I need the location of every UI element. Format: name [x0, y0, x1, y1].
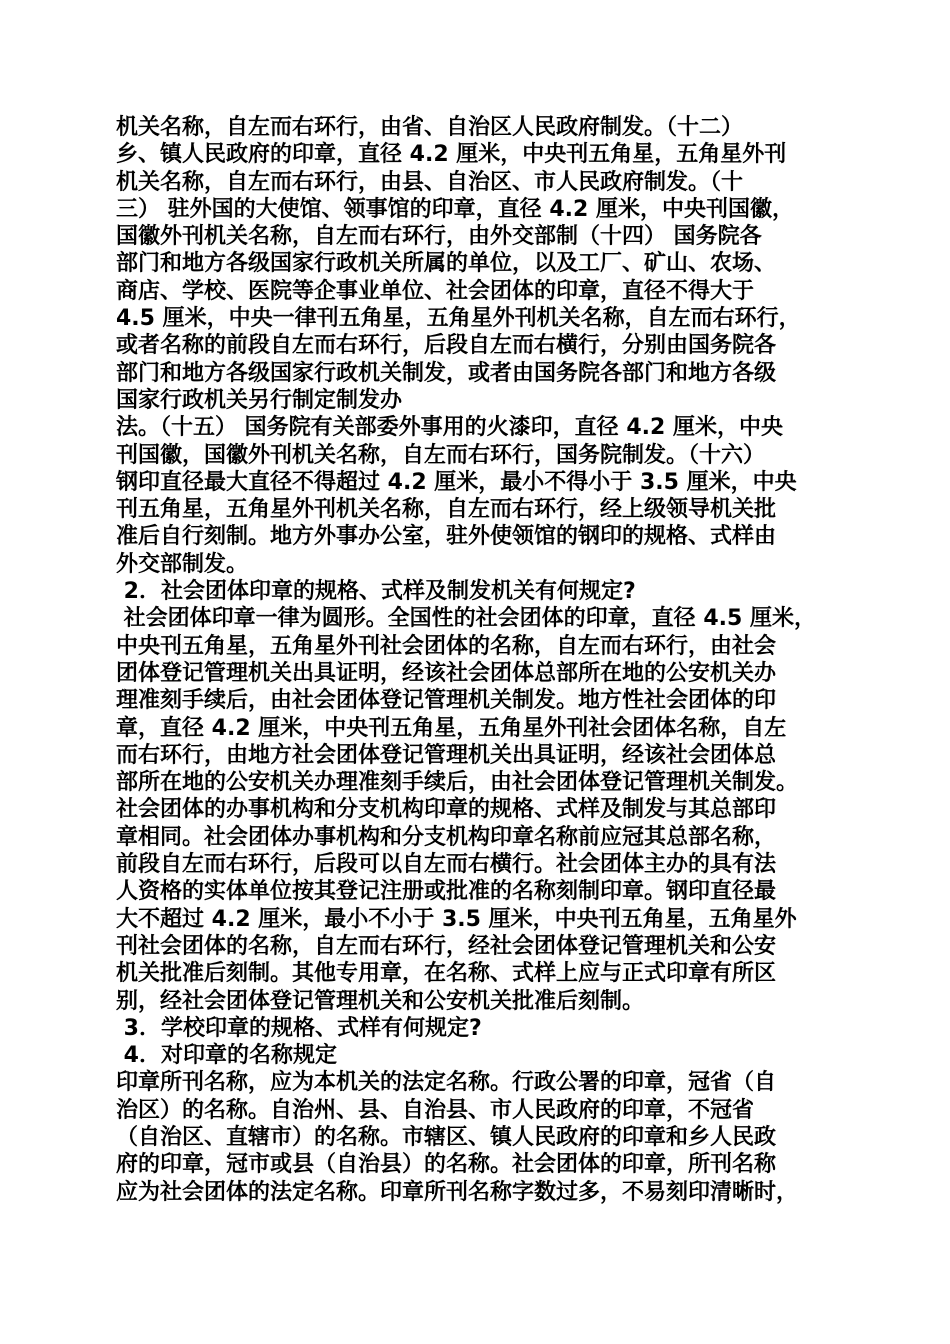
- text-line: （自治区、直辖市）的名称。市辖区、镇人民政府的印章和乡人民政: [116, 1124, 777, 1150]
- text-line: 理准刻手续后，由社会团体登记管理机关制发。地方性社会团体的印: [116, 688, 777, 714]
- text-line: 机关批准后刻制。其他专用章，在名称、式样上应与正式印章有所区: [116, 961, 777, 987]
- text-line: 社会团体的办事机构和分支机构印章的规格、式样及制发与其总部印: [116, 797, 777, 823]
- text-line: 部所在地的公安机关办理准刻手续后，由社会团体登记管理机关制发。: [116, 770, 799, 796]
- text-line: 国徽外刊机关名称，自左而右环行，由外交部制（十四） 国务院各: [116, 224, 762, 250]
- text-line: 刊社会团体的名称，自左而右环行，经社会团体登记管理机关和公安: [116, 933, 777, 959]
- text-line: 社会团体印章一律为圆形。全国性的社会团体的印章，直径 4.5 厘米，: [116, 606, 816, 632]
- text-line: 机关名称，自左而右环行，由县、自治区、市人民政府制发。（十: [116, 169, 744, 195]
- text-line: 印章所刊名称，应为本机关的法定名称。行政公署的印章，冠省（自: [116, 1070, 777, 1096]
- text-line: 应为社会团体的法定名称。印章所刊名称字数过多，不易刻印清晰时，: [116, 1179, 799, 1205]
- section-heading: 4．对印章的名称规定: [116, 1043, 337, 1069]
- text-line: 治区）的名称。自治州、县、自治县、市人民政府的印章，不冠省: [116, 1097, 755, 1123]
- text-line: 钢印直径最大直径不得超过 4.2 厘米，最小不得小于 3.5 厘米，中央: [116, 469, 797, 495]
- text-line: 部门和地方各级国家行政机关制发，或者由国务院各部门和地方各级: [116, 360, 777, 386]
- text-line: 国家行政机关另行制定制发办: [116, 387, 403, 413]
- text-line: 前段自左而右环行，后段可以自左而右横行。社会团体主办的具有法: [116, 852, 777, 878]
- text-line: 或者名称的前段自左而右环行，后段自左而右横行，分别由国务院各: [116, 333, 777, 359]
- text-line: 中央刊五角星，五角星外刊社会团体的名称，自左而右环行，由社会: [116, 633, 777, 659]
- text-line: 别，经社会团体登记管理机关和公安机关批准后刻制。: [116, 988, 645, 1014]
- text-line: 大不超过 4.2 厘米，最小不小于 3.5 厘米，中央刊五角星，五角星外: [116, 906, 797, 932]
- text-line: 机关名称，自左而右环行，由省、自治区人民政府制发。（十二）: [116, 115, 744, 140]
- text-line: 法。（十五） 国务院有关部委外事用的火漆印，直径 4.2 厘米，中央: [116, 415, 783, 441]
- text-line: 章，直径 4.2 厘米，中央刊五角星，五角星外刊社会团体名称，自左: [116, 715, 787, 741]
- text-line: 章相同。社会团体办事机构和分支机构印章名称前应冠其总部名称，: [116, 824, 777, 850]
- section-heading: 3．学校印章的规格、式样有何规定?: [116, 1015, 482, 1041]
- text-line: 4.5 厘米，中央一律刊五角星，五角星外刊机关名称，自左而右环行，: [116, 306, 801, 332]
- text-line: 刊国徽，国徽外刊机关名称，自左而右环行，国务院制发。（十六）: [116, 442, 766, 468]
- section-heading: 2．社会团体印章的规格、式样及制发机关有何规定?: [116, 579, 636, 605]
- text-line: 三） 驻外国的大使馆、领事馆的印章，直径 4.2 厘米，中央刊国徽，: [116, 196, 794, 222]
- text-line: 团体登记管理机关出具证明，经该社会团体总部所在地的公安机关办: [116, 660, 777, 686]
- text-line: 外交部制发。: [116, 551, 249, 577]
- text-line: 商店、学校、医院等企事业单位、社会团体的印章，直径不得大于: [116, 278, 755, 304]
- text-line: 准后自行刻制。地方外事办公室，驻外使领馆的钢印的规格、式样由: [116, 524, 777, 550]
- document-body: [116, 114, 856, 1206]
- text-line: 部门和地方各级国家行政机关所属的单位，以及工厂、矿山、农场、: [116, 251, 777, 277]
- text-line: 而右环行，由地方社会团体登记管理机关出具证明，经该社会团体总: [116, 742, 777, 768]
- text-line: 府的印章，冠市或县（自治县）的名称。社会团体的印章，所刊名称: [116, 1152, 777, 1178]
- text-line: 刊五角星，五角星外刊机关名称，自左而右环行，经上级领导机关批: [116, 497, 777, 523]
- text-line: 人资格的实体单位按其登记注册或批准的名称刻制印章。钢印直径最: [116, 879, 777, 905]
- text-line: 乡、镇人民政府的印章，直径 4.2 厘米，中央刊五角星，五角星外刊: [116, 142, 787, 168]
